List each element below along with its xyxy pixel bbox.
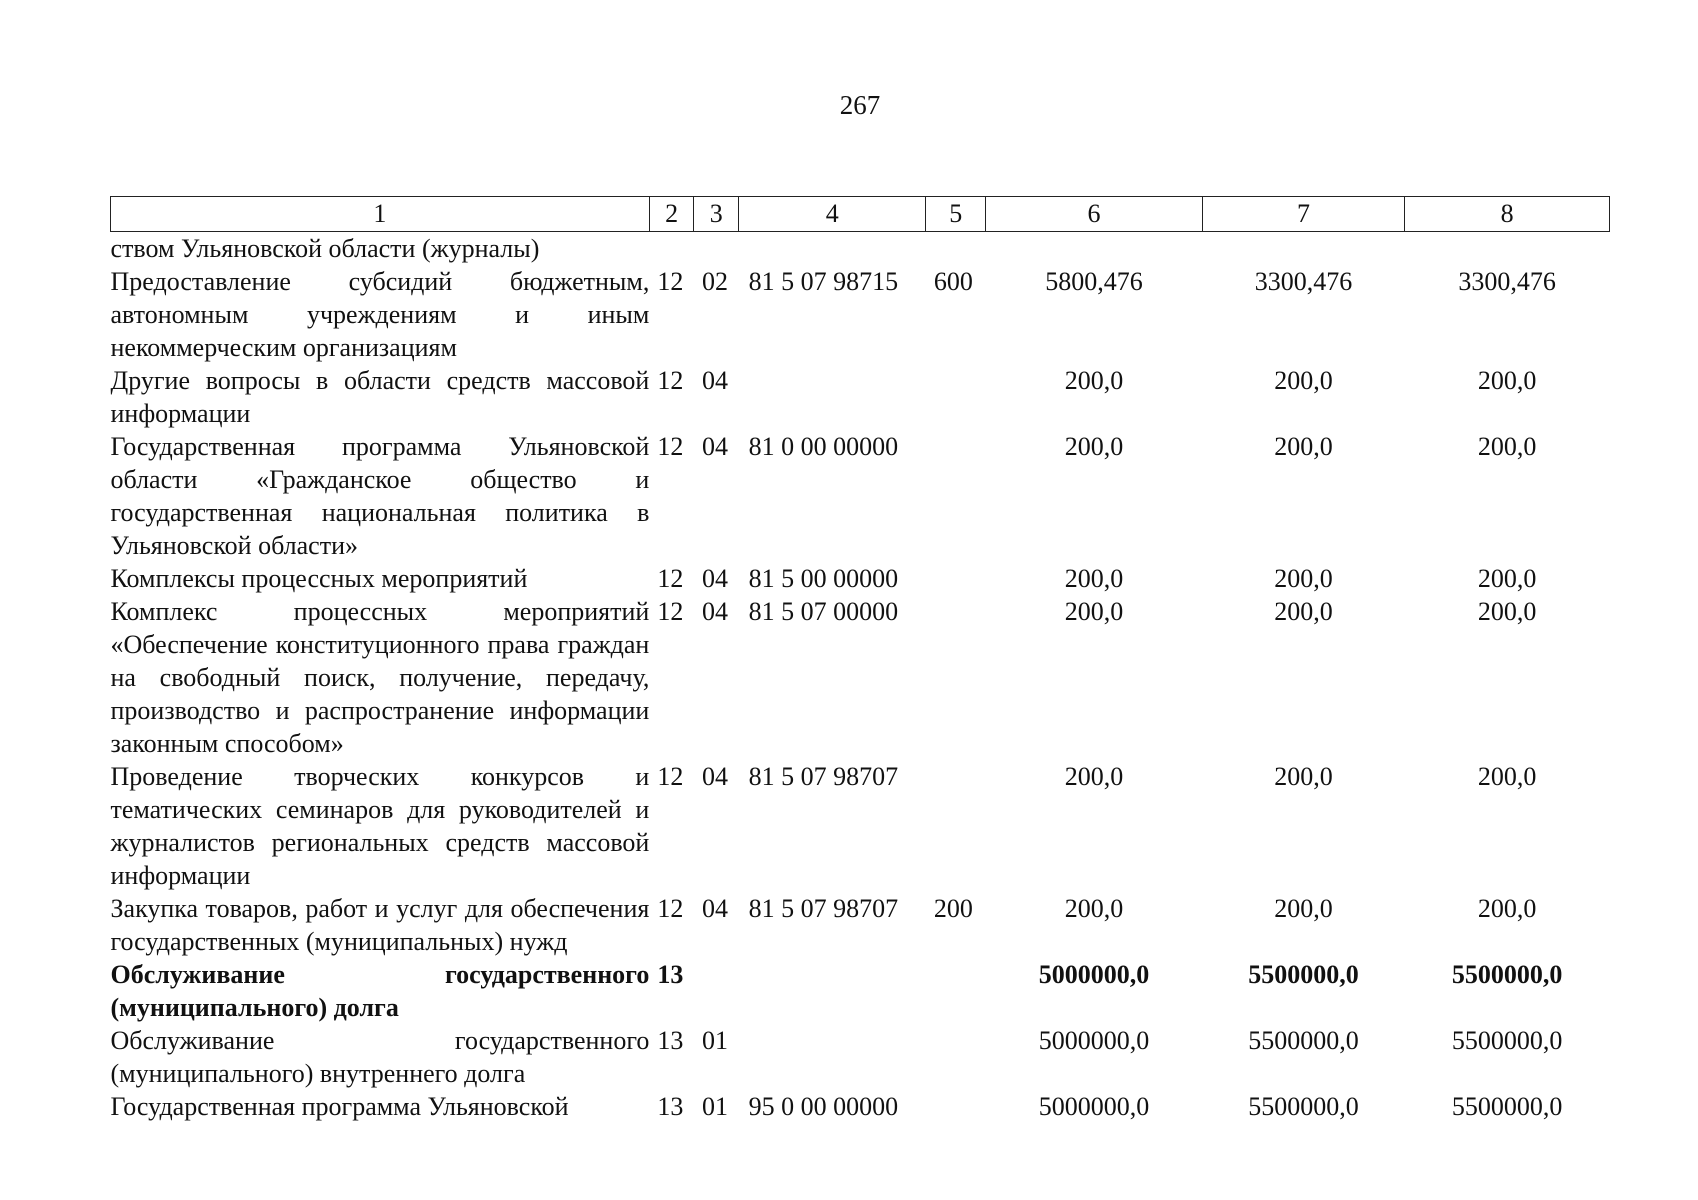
table-row [111,1024,1610,1090]
amount-col-8: 200,0 [1477,894,1537,923]
target-article-code: 81 5 07 00000 [748,597,899,626]
subsection-code: 02 [701,267,728,296]
header-col-3: 3 [694,197,739,232]
expense-type-code [926,364,986,430]
section-code: 12 [657,762,684,791]
amount-col-6: 5000000,0 [1038,1026,1150,1055]
amount-col-8: 5500000,0 [1451,1026,1563,1055]
row-name: Обслуживание государственного (муниципального) долга [110,960,650,1022]
header-col-4: 4 [739,197,926,232]
amount-col-6: 5800,476 [1045,267,1143,296]
section-code: 13 [657,1026,684,1055]
header-col-2: 2 [649,197,694,232]
amount-col-6: 200,0 [1064,597,1124,626]
row-name: Проведение творческих конкурсов и тематических семинаров для руководителей и журналистов региональных средств массовой информации [110,762,650,890]
amount-col-6: 200,0 [1064,894,1124,923]
row-name: Предоставление субсидий бюджетным, автономным учреждениям и иным некоммерческим организациям [110,267,650,362]
section-code: 13 [657,960,684,989]
amount-col-8: 200,0 [1477,762,1537,791]
amount-col-8: 200,0 [1477,564,1537,593]
amount-col-8 [1405,232,1610,266]
subsection-code: 04 [701,432,728,461]
section-code: 12 [657,267,684,296]
amount-col-7: 3300,476 [1254,267,1353,296]
expense-type-code [926,1090,986,1123]
amount-col-6: 5000000,0 [1038,960,1150,989]
target-article-code: 81 5 07 98707 [748,894,899,923]
subsection-code: 01 [701,1092,728,1121]
amount-col-6: 200,0 [1064,366,1124,395]
amount-col-6: 5000000,0 [1038,1092,1150,1121]
target-article-code [739,364,926,430]
table-row [111,430,1610,562]
row-name: Комплекс процессных мероприятий «Обеспечение конституционного права граждан на свободный поиск, получение, передачу, производство и распространение информации законным способом» [110,597,650,758]
target-article-code: 95 0 00 00000 [748,1092,899,1121]
expense-type-code [926,595,986,760]
row-name: Закупка товаров, работ и услуг для обеспечения государственных (муниципальных) нужд [110,894,650,956]
expense-type-code [926,1024,986,1090]
row-name: Комплексы процессных мероприятий [110,564,528,593]
header-col-6: 6 [986,197,1203,232]
table-row [111,1090,1610,1123]
amount-col-6 [986,232,1203,266]
table-row [111,958,1610,1024]
table-row [111,265,1610,364]
section-code: 12 [657,894,684,923]
expense-type-code [926,562,986,595]
target-article-code [739,1024,926,1090]
table-row [111,232,1610,266]
section-code: 13 [657,1092,684,1121]
table-row [111,760,1610,892]
subsection-code: 04 [701,597,728,626]
amount-col-8: 5500000,0 [1451,1092,1563,1121]
section-code: 12 [657,597,684,626]
table-row [111,562,1610,595]
section-code: 12 [657,564,684,593]
header-col-5: 5 [926,197,986,232]
subsection-code: 01 [701,1026,728,1055]
row-name: Обслуживание государственного (муниципального) внутреннего долга [110,1026,650,1088]
target-article-code [739,958,926,1024]
table-row [111,595,1610,760]
amount-col-7: 200,0 [1274,597,1333,626]
amount-col-7: 200,0 [1274,432,1333,461]
table-body [111,232,1610,1124]
amount-col-7 [1202,232,1404,266]
amount-col-8: 5500000,0 [1451,960,1563,989]
row-name: Государственная программа Ульяновской [110,1092,569,1121]
expense-type-code [926,430,986,562]
section-code [649,232,694,266]
amount-col-7: 200,0 [1274,894,1333,923]
target-article-code: 81 5 07 98707 [748,762,899,791]
subsection-code: 04 [701,762,728,791]
target-article-code: 81 0 00 00000 [748,432,899,461]
subsection-code: 04 [701,564,728,593]
subsection-code: 04 [701,366,728,395]
amount-col-7: 200,0 [1274,564,1333,593]
budget-table-container [110,196,1610,1123]
expense-type-code [926,760,986,892]
header-col-7: 7 [1202,197,1404,232]
table-row [111,364,1610,430]
amount-col-8: 3300,476 [1458,267,1556,296]
subsection-code [694,232,739,266]
amount-col-6: 200,0 [1064,564,1124,593]
amount-col-7: 5500000,0 [1248,1092,1359,1121]
row-name: ством Ульяновской области (журналы) [110,234,540,263]
amount-col-7: 200,0 [1274,366,1333,395]
amount-col-8: 200,0 [1477,366,1537,395]
subsection-code [694,958,739,1024]
table-header [111,197,1610,232]
budget-table [110,196,1610,1123]
table-row [111,892,1610,958]
target-article-code: 81 5 00 00000 [748,564,899,593]
target-article-code: 81 5 07 98715 [748,267,899,296]
expense-type-code [926,232,986,266]
amount-col-7: 5500000,0 [1248,1026,1359,1055]
amount-col-8: 200,0 [1477,432,1537,461]
expense-type-code [926,958,986,1024]
header-col-8: 8 [1405,197,1610,232]
row-name: Другие вопросы в области средств массовой информации [110,366,650,428]
header-col-1: 1 [111,197,650,232]
header-row [111,197,1610,232]
amount-col-8: 200,0 [1477,597,1537,626]
amount-col-6: 200,0 [1064,762,1124,791]
amount-col-6: 200,0 [1064,432,1124,461]
section-code: 12 [657,432,684,461]
target-article-code [739,232,926,266]
page-number: 267 [839,90,881,120]
expense-type-code: 200 [933,894,973,923]
row-name: Государственная программа Ульяновской области «Гражданское общество и государственная национальная политика в Ульяновской области» [110,432,650,560]
amount-col-7: 5500000,0 [1248,960,1359,989]
amount-col-7: 200,0 [1274,762,1333,791]
expense-type-code: 600 [933,267,973,296]
section-code: 12 [657,366,684,395]
subsection-code: 04 [701,894,728,923]
